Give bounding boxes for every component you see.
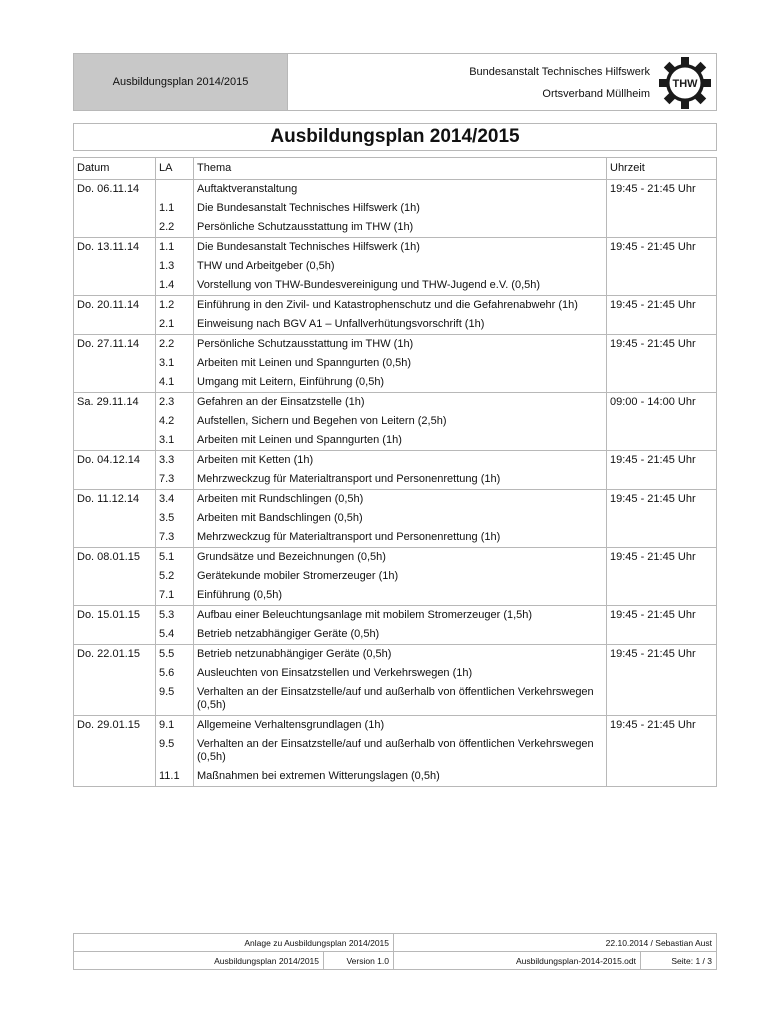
date-cell: Do. 11.12.14 <box>74 490 156 510</box>
date-cell <box>74 528 156 548</box>
topic-cell: Persönliche Schutzausstattung im THW (1h) <box>194 335 607 355</box>
time-cell <box>607 567 717 586</box>
time-cell <box>607 218 717 238</box>
table-row <box>74 412 717 431</box>
time-cell: 19:45 - 21:45 Uhr <box>607 645 717 665</box>
la-cell: 9.5 <box>156 683 194 716</box>
column-header-date: Datum <box>74 158 156 180</box>
date-cell <box>74 218 156 238</box>
la-cell: 7.3 <box>156 470 194 490</box>
la-cell: 5.6 <box>156 664 194 683</box>
time-cell <box>607 509 717 528</box>
table-row <box>74 664 717 683</box>
time-cell: 19:45 - 21:45 Uhr <box>607 548 717 568</box>
footer-doc-title: Ausbildungsplan 2014/2015 <box>74 952 324 970</box>
time-cell: 19:45 - 21:45 Uhr <box>607 606 717 626</box>
table-row <box>74 567 717 586</box>
topic-cell: Persönliche Schutzausstattung im THW (1h) <box>194 218 607 238</box>
topic-cell: Aufstellen, Sichern und Begehen von Leitern (2,5h) <box>194 412 607 431</box>
topic-cell: Aufbau einer Beleuchtungsanlage mit mobilem Stromerzeuger (1,5h) <box>194 606 607 626</box>
header-organization <box>288 54 716 110</box>
topic-cell: Gerätekunde mobiler Stromerzeuger (1h) <box>194 567 607 586</box>
time-cell: 19:45 - 21:45 Uhr <box>607 335 717 355</box>
table-row <box>74 257 717 276</box>
la-cell: 1.1 <box>156 199 194 218</box>
date-cell <box>74 735 156 767</box>
date-cell <box>74 257 156 276</box>
document-title: Ausbildungsplan 2014/2015 <box>73 123 717 151</box>
date-cell <box>74 470 156 490</box>
la-cell: 4.2 <box>156 412 194 431</box>
la-cell: 1.4 <box>156 276 194 296</box>
time-cell <box>607 664 717 683</box>
table-row <box>74 625 717 645</box>
table-row <box>74 393 717 413</box>
topic-cell: Mehrzweckzug für Materialtransport und Personenrettung (1h) <box>194 528 607 548</box>
table-row <box>74 716 717 736</box>
table-row <box>74 645 717 665</box>
date-cell: Do. 22.01.15 <box>74 645 156 665</box>
table-row <box>74 180 717 200</box>
date-cell <box>74 354 156 373</box>
time-cell: 19:45 - 21:45 Uhr <box>607 296 717 316</box>
table-row <box>74 354 717 373</box>
time-cell <box>607 735 717 767</box>
time-cell <box>607 470 717 490</box>
la-cell: 2.2 <box>156 335 194 355</box>
la-cell: 5.3 <box>156 606 194 626</box>
table-header-row <box>74 158 717 180</box>
date-cell <box>74 373 156 393</box>
date-cell: Do. 27.11.14 <box>74 335 156 355</box>
date-cell: Do. 13.11.14 <box>74 238 156 258</box>
date-cell <box>74 431 156 451</box>
time-cell: 19:45 - 21:45 Uhr <box>607 490 717 510</box>
topic-cell: Die Bundesanstalt Technisches Hilfswerk (1h) <box>194 238 607 258</box>
la-cell: 5.5 <box>156 645 194 665</box>
topic-cell: Arbeiten mit Leinen und Spanngurten (0,5h) <box>194 354 607 373</box>
topic-cell: Grundsätze und Bezeichnungen (0,5h) <box>194 548 607 568</box>
table-row <box>74 528 717 548</box>
la-cell: 7.3 <box>156 528 194 548</box>
time-cell <box>607 586 717 606</box>
la-cell: 2.3 <box>156 393 194 413</box>
topic-cell: Verhalten an der Einsatzstelle/auf und außerhalb von öffentlichen Verkehrswegen (0,5h) <box>194 735 607 767</box>
la-cell: 3.1 <box>156 431 194 451</box>
time-cell <box>607 354 717 373</box>
table-row <box>74 296 717 316</box>
la-cell: 2.1 <box>156 315 194 335</box>
topic-cell: Umgang mit Leitern, Einführung (0,5h) <box>194 373 607 393</box>
la-cell: 9.1 <box>156 716 194 736</box>
topic-cell: Verhalten an der Einsatzstelle/auf und außerhalb von öffentlichen Verkehrswegen (0,5h) <box>194 683 607 716</box>
date-cell <box>74 199 156 218</box>
table-row <box>74 490 717 510</box>
table-row <box>74 735 717 767</box>
header-plan-label: Ausbildungsplan 2014/2015 <box>74 54 288 110</box>
topic-cell: Allgemeine Verhaltensgrundlagen (1h) <box>194 716 607 736</box>
date-cell <box>74 767 156 787</box>
organization-name: Bundesanstalt Technisches Hilfswerk <box>469 66 650 78</box>
la-cell: 9.5 <box>156 735 194 767</box>
footer-filename: Ausbildungsplan-2014-2015.odt <box>394 952 641 970</box>
la-cell <box>156 180 194 200</box>
date-cell <box>74 509 156 528</box>
table-row <box>74 315 717 335</box>
table-row <box>74 335 717 355</box>
topic-cell: Einführung in den Zivil- und Katastrophenschutz und die Gefahrenabwehr (1h) <box>194 296 607 316</box>
time-cell <box>607 767 717 787</box>
time-cell: 19:45 - 21:45 Uhr <box>607 180 717 200</box>
time-cell: 19:45 - 21:45 Uhr <box>607 716 717 736</box>
table-row <box>74 470 717 490</box>
topic-cell: Vorstellung von THW-Bundesvereinigung und THW-Jugend e.V. (0,5h) <box>194 276 607 296</box>
topic-cell: Einweisung nach BGV A1 – Unfallverhütungsvorschrift (1h) <box>194 315 607 335</box>
table-row <box>74 431 717 451</box>
table-row <box>74 509 717 528</box>
la-cell: 3.1 <box>156 354 194 373</box>
time-cell: 09:00 - 14:00 Uhr <box>607 393 717 413</box>
date-cell <box>74 315 156 335</box>
date-cell: Do. 15.01.15 <box>74 606 156 626</box>
la-cell: 3.3 <box>156 451 194 471</box>
time-cell <box>607 431 717 451</box>
table-row <box>74 238 717 258</box>
footer-page-number: Seite: 1 / 3 <box>641 952 717 970</box>
table-body <box>74 180 717 787</box>
date-cell: Do. 20.11.14 <box>74 296 156 316</box>
footer-date-author: 22.10.2014 / Sebastian Aust <box>394 934 717 952</box>
topic-cell: Arbeiten mit Rundschlingen (0,5h) <box>194 490 607 510</box>
date-cell <box>74 567 156 586</box>
time-cell <box>607 315 717 335</box>
date-cell <box>74 276 156 296</box>
topic-cell: Arbeiten mit Bandschlingen (0,5h) <box>194 509 607 528</box>
la-cell: 1.1 <box>156 238 194 258</box>
table-row <box>74 586 717 606</box>
topic-cell: Betrieb netzunabhängiger Geräte (0,5h) <box>194 645 607 665</box>
topic-cell: Arbeiten mit Leinen und Spanngurten (1h) <box>194 431 607 451</box>
time-cell <box>607 257 717 276</box>
date-cell: Do. 04.12.14 <box>74 451 156 471</box>
la-cell: 3.4 <box>156 490 194 510</box>
la-cell: 5.1 <box>156 548 194 568</box>
date-cell <box>74 586 156 606</box>
time-cell <box>607 528 717 548</box>
thw-gear-logo-icon <box>658 56 712 110</box>
table-row <box>74 683 717 716</box>
table-row <box>74 606 717 626</box>
topic-cell: THW und Arbeitgeber (0,5h) <box>194 257 607 276</box>
table-row <box>74 276 717 296</box>
page-footer <box>73 933 717 970</box>
time-cell <box>607 373 717 393</box>
table-row <box>74 373 717 393</box>
la-cell: 5.4 <box>156 625 194 645</box>
la-cell: 5.2 <box>156 567 194 586</box>
training-schedule-table <box>73 157 717 787</box>
date-cell: Do. 08.01.15 <box>74 548 156 568</box>
time-cell: 19:45 - 21:45 Uhr <box>607 451 717 471</box>
organization-branch: Ortsverband Müllheim <box>542 88 650 100</box>
footer-row <box>74 952 717 970</box>
la-cell: 3.5 <box>156 509 194 528</box>
table-row <box>74 767 717 787</box>
la-cell: 4.1 <box>156 373 194 393</box>
la-cell: 7.1 <box>156 586 194 606</box>
column-header-la: LA <box>156 158 194 180</box>
la-cell: 2.2 <box>156 218 194 238</box>
column-header-topic: Thema <box>194 158 607 180</box>
logo-text: THW <box>672 78 698 90</box>
topic-cell: Mehrzweckzug für Materialtransport und Personenrettung (1h) <box>194 470 607 490</box>
time-cell <box>607 276 717 296</box>
date-cell <box>74 412 156 431</box>
column-header-time: Uhrzeit <box>607 158 717 180</box>
topic-cell: Gefahren an der Einsatzstelle (1h) <box>194 393 607 413</box>
la-cell: 1.3 <box>156 257 194 276</box>
time-cell: 19:45 - 21:45 Uhr <box>607 238 717 258</box>
topic-cell: Einführung (0,5h) <box>194 586 607 606</box>
footer-version: Version 1.0 <box>324 952 394 970</box>
time-cell <box>607 683 717 716</box>
footer-row <box>74 934 717 952</box>
table-row <box>74 548 717 568</box>
topic-cell: Ausleuchten von Einsatzstellen und Verkehrswegen (1h) <box>194 664 607 683</box>
time-cell <box>607 625 717 645</box>
table-row <box>74 451 717 471</box>
footer-annex: Anlage zu Ausbildungsplan 2014/2015 <box>74 934 394 952</box>
page-header <box>73 53 717 111</box>
date-cell: Do. 06.11.14 <box>74 180 156 200</box>
date-cell <box>74 625 156 645</box>
topic-cell: Die Bundesanstalt Technisches Hilfswerk (1h) <box>194 199 607 218</box>
topic-cell: Auftaktveranstaltung <box>194 180 607 200</box>
topic-cell: Arbeiten mit Ketten (1h) <box>194 451 607 471</box>
time-cell <box>607 199 717 218</box>
date-cell <box>74 664 156 683</box>
table-row <box>74 218 717 238</box>
date-cell: Do. 29.01.15 <box>74 716 156 736</box>
date-cell: Sa. 29.11.14 <box>74 393 156 413</box>
la-cell: 1.2 <box>156 296 194 316</box>
topic-cell: Betrieb netzabhängiger Geräte (0,5h) <box>194 625 607 645</box>
table-row <box>74 199 717 218</box>
date-cell <box>74 683 156 716</box>
time-cell <box>607 412 717 431</box>
topic-cell: Maßnahmen bei extremen Witterungslagen (0,5h) <box>194 767 607 787</box>
la-cell: 11.1 <box>156 767 194 787</box>
